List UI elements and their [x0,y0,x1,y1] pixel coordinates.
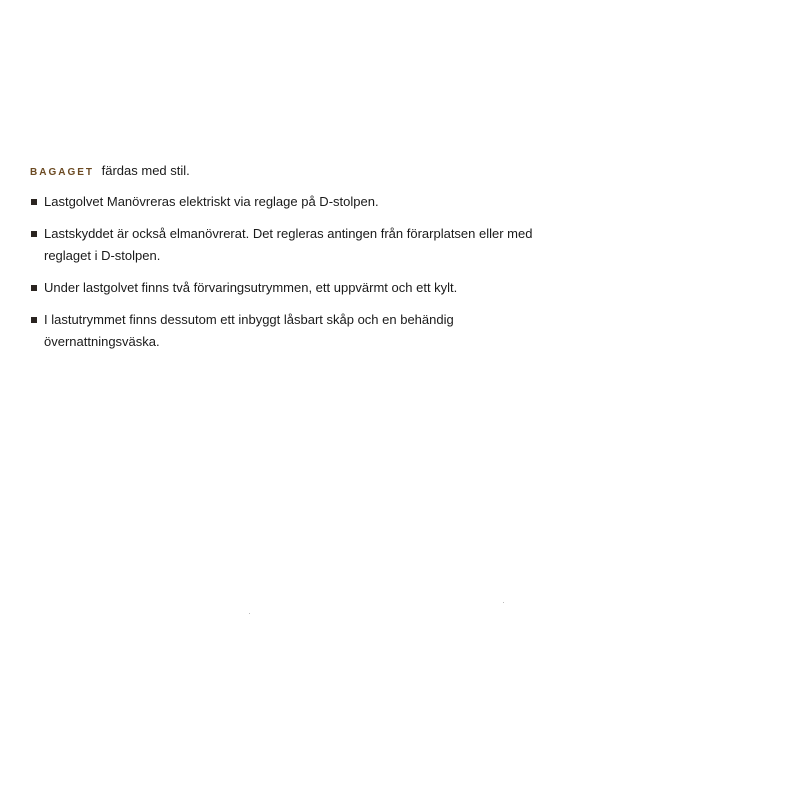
square-bullet-icon [31,285,37,291]
list-item-text: Lastgolvet Manövreras elektriskt via reglage på D-stolpen. [44,194,379,209]
scan-speck [503,602,504,603]
list-item-text: Under lastgolvet finns två förvaringsutrymmen, ett uppvärmt och ett kylt. [44,280,458,295]
heading-text: färdas med stil. [101,163,190,178]
square-bullet-icon [31,317,37,323]
list-item-text: I lastutrymmet finns dessutom ett inbyggt låsbart skåp och en behändig övernattningsväska. [44,312,454,349]
list-item [30,309,550,353]
section-heading [30,158,550,186]
list-item [30,191,550,213]
bullet-list [30,191,550,353]
heading-kicker: BAGAGET [30,167,94,178]
scan-speck [249,613,250,614]
square-bullet-icon [31,231,37,237]
list-item-text: Lastskyddet är också elmanövrerat. Det regleras antingen från förarplatsen eller med reglaget i D-stolpen. [44,226,533,263]
square-bullet-icon [31,199,37,205]
text-block [30,158,550,363]
list-item [30,277,550,299]
list-item [30,223,550,267]
